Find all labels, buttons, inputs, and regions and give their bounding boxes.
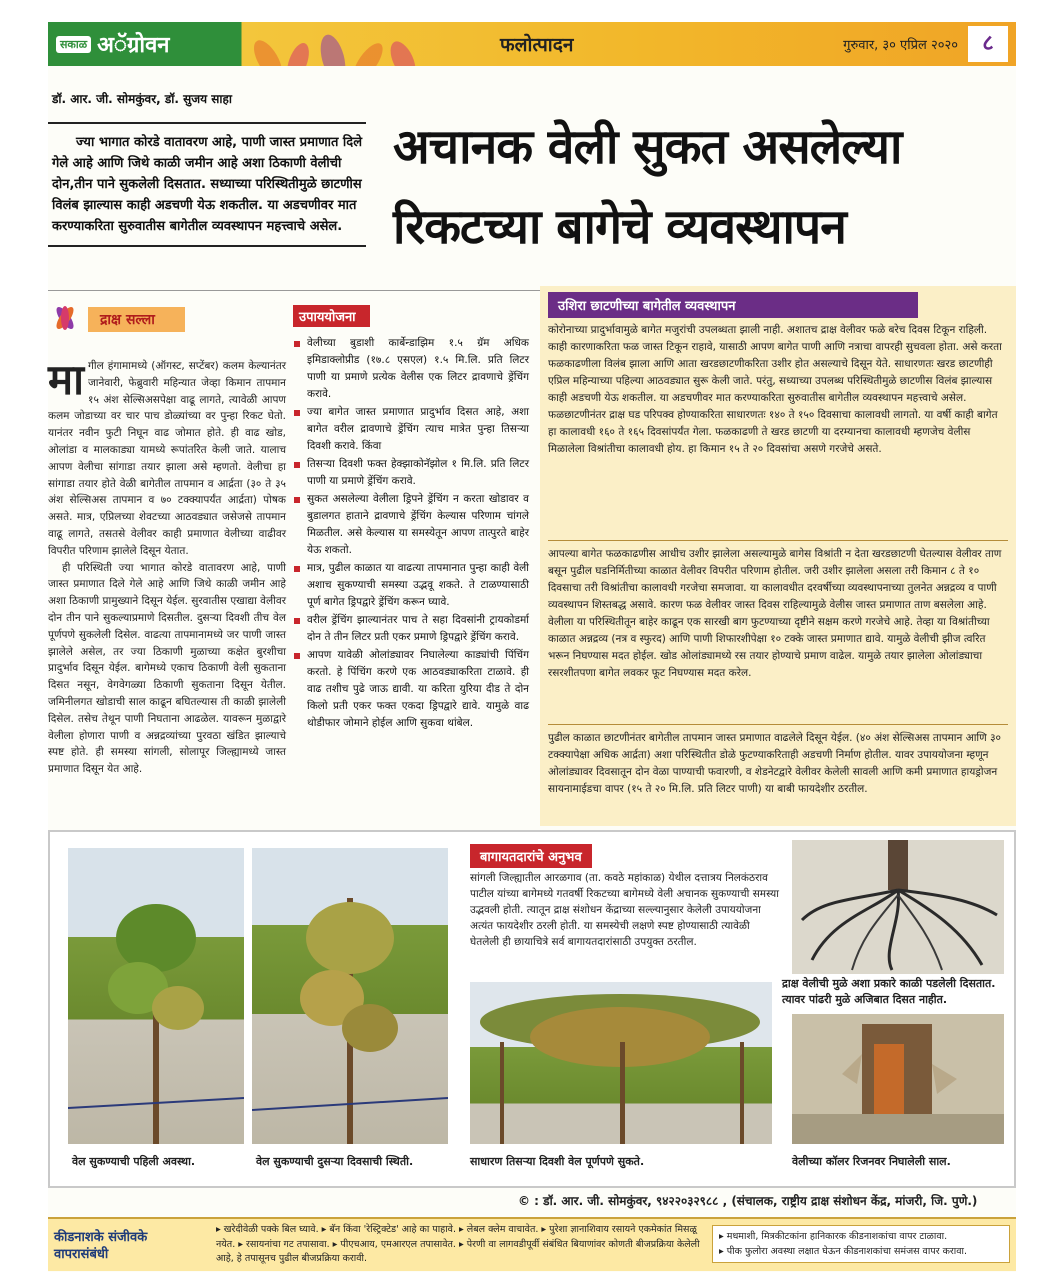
notice-rules: ▸ खरेदीवेळी पक्के बिल घ्यावे. ▸ बॅन किंवा 'रेस्ट्रिक्टेड' आहे का पाहावे. ▸ लेबल क्लेम वाचावेत. ▸ पुरेशा ज्ञानाशिवाय रसायने एकमेकांत मिसळू नयेत. ▸ रसायनांचा गट तपासावा. ▸ पीएचआय, एमआरएल तपासावेत. ▸ पेरणी वा लागवडीपूर्वी संबंधित बियाणांवर कोणती बीजप्रक्रिया केलेली आहे, हे तपासूनच पुढील बीजप्रक्रिया करावी.	[216, 1224, 700, 1265]
article-lead: ज्या भागात कोरडे वातावरण आहे, पाणी जास्त प्रमाणात दिले गेले आहे आणि जिथे काळी जमीन आहे अशा ठिकाणी वेलीची दोन,तीन पाने सुकलेली दिसतात. सध्याच्या परिस्थितीमुळे छाटणीस विलंब झाल्यास काही अडचणी येऊ शकतील. या अडचणीवर मात करण्याकरिता सुरुवातीस बागेतील व्यवस्थापन महत्त्वाचे असेल.	[48, 122, 366, 247]
upay-list	[293, 335, 529, 732]
decorative-petals-icon	[248, 22, 428, 66]
flower-icon	[48, 304, 82, 334]
vine-image	[470, 982, 772, 1144]
caption-roots: द्राक्ष वेलीची मुळे अशा प्रकारे काळी पडलेली दिसतात. त्यावर पांढरी मुळे अजिबात दिसत नाहीत.	[782, 977, 996, 1006]
upay-item: ज्या बागेत जास्त प्रमाणात प्रादुर्भाव दिसत आहे, अशा बागेत वरील द्रावणाचे ड्रेंचिंग त्याच मात्रेत पुन्हा तिसऱ्या दिवशी करावे. किंवा	[293, 404, 529, 455]
caption-fully-wilted: साधारण तिसऱ्या दिवशी वेल पूर्णपणे सुकते.	[470, 1155, 645, 1168]
article-authors: डॉ. आर. जी. सोमकुंवर, डॉ. सुजय साहा	[52, 92, 232, 106]
caption-collar: वेलीच्या कॉलर रिजनवर निघालेली साल.	[792, 1155, 951, 1168]
collar-image	[792, 1014, 1004, 1144]
photo-collar-bark	[792, 1014, 1004, 1144]
page-number: ८	[968, 26, 1008, 62]
draksha-salla-label: द्राक्ष सल्ला	[88, 307, 185, 332]
brand-logo	[48, 29, 238, 59]
upay-item: मात्र, पुढील काळात या वाढत्या तापमानात पुन्हा काही वेली अशाच सुकण्याची समस्या उद्भवू शकते. ते टाळण्यासाठी पूर्ण बागेत ड्रिपद्वारे ड्रेंचिंग करून घ्यावे.	[293, 560, 529, 611]
draksha-para-2: ही परिस्थिती ज्या भागात कोरडे वातावरण आहे, पाणी जास्त प्रमाणात दिले गेले आहे आणि जिथे काळी जमीन आहे अशा ठिकाणी प्रामुख्याने दिसून येईल. सुरवातीस एखाद्या वेलीवर दोन तीन पाने सुकल्याप्रमाणे दिसतील. दुसऱ्या दिवशी तीच वेल पूर्णपणे सुकलेली दिसेल. वाढत्या तापमानामध्ये जर पाणी जास्त झालेले असेल, तर ज्या ठिकाणी मुळाच्या कक्षेत बुरशीचा प्रादुर्भाव दिसून येईल. बागेमध्ये एकाच ठिकाणी वेली सुकताना दिसत नसून, वेगवेगळ्या ठिकाणी सुकताना दिसून येतील. जमिनीलगत खोडाची साल काढून बघितल्यास ती काळी झालेली दिसेल. तसेच तेथून पाणी निघताना आढळेल. यावरून मुळाद्वारे वेलीला होणारा पाणी व अन्नद्रव्यांच्या पुरवठा खंडित झाल्याचे स्पष्ट होते. ही समस्या सांगली, सोलापूर जिल्ह्यामध्ये जास्त प्रमाणात दिसून येत आहे.	[48, 561, 286, 776]
column-upay	[293, 305, 529, 733]
caption-first-stage: वेल सुकण्याची पहिली अवस्था.	[72, 1155, 196, 1168]
photo-fully-wilted	[470, 982, 772, 1144]
section-title: फलोत्पादन	[500, 34, 574, 56]
draksha-body	[48, 355, 286, 778]
roots-image	[792, 840, 1004, 974]
column-draksha-salla	[48, 302, 286, 778]
newspaper-page	[48, 22, 1016, 1272]
notice-side-item: ▸ मधमाशी, मित्रकीटकांना हानिकारक कीडनाशकांचा वापर टाळावा.	[719, 1231, 948, 1242]
issue-date: गुरुवार, ३० एप्रिल २०२०	[843, 38, 958, 53]
headline-line-1: अचानक वेली सुकत असलेल्या	[393, 119, 902, 175]
author-credit: © : डॉ. आर. जी. सोमकुंवर, ९४२२०३२९८८ , (संचालक, राष्ट्रीय द्राक्ष संशोधन केंद्र, मांजरी, जि. पुणे.)	[518, 1194, 978, 1208]
upay-item: वेलीच्या बुडाशी कार्बेन्डाझिम १.५ ग्रॅम अधिक इमिडाक्लोप्रीड (१७.८ एसएल) १.५ मि.लि. प्रति लिटर पाणी या प्रमाणे प्रत्येक वेलीस एक लिटर द्रावणाचे ड्रेंचिंग करावे.	[293, 335, 529, 403]
divider	[548, 724, 1008, 725]
late-para-3: पुढील काळात छाटणीनंतर बागेतील तापमान जास्त प्रमाणात वाढलेले दिसून येईल. (४० अंश सेल्सिअस तापमान आणि ३० टक्क्यापेक्षा अधिक आर्द्रता) अशा परिस्थितीत डोळे फुटण्याकरिताही अडचणी निर्माण होतील. यावर उपाययोजना म्हणून ओलांड्यावर दिवसातून दोन वेळा पाण्याची फवारणी, व शेडनेटद्वारे वेलीवर केलेली सावली आणि कमी प्रमाणात हायड्रोजन सायनामाईडचा वापर (१५ ते २० मि.लि. प्रति लिटर पाणी) या बाबी फायदेशीर ठरतील.	[548, 732, 1001, 795]
photo-wilting-first-stage	[68, 848, 244, 1144]
column-late-pruning	[540, 286, 1016, 826]
draksha-salla-tag	[48, 302, 286, 336]
vine-row-image	[252, 848, 448, 1144]
notice-title: कीडनाशके संजीवके वापरासंबंधी	[54, 1230, 148, 1262]
photo-band	[48, 830, 1016, 1188]
notice-side-box	[712, 1225, 1010, 1263]
notice-side-item: ▸ पीक फुलोरा अवस्था लक्षात घेऊन कीडनाशकांचा समंजस वापर करावा.	[719, 1246, 968, 1257]
upay-item: वरील ड्रेंचिंग झाल्यानंतर पाच ते सहा दिवसांनी ट्रायकोडर्मा दोन ते तीन लिटर प्रती एकर प्रमाणे ड्रिपद्वारे ड्रेंचिंग करावे.	[293, 612, 529, 646]
caption-second-day: वेल सुकण्याची दुसऱ्या दिवसाची स्थिती.	[256, 1155, 414, 1168]
brand-name: अॅग्रोवन	[97, 33, 170, 58]
experience-text: सांगली जिल्ह्यातील आरळगाव (ता. कवठे महांकाळ) येथील दत्तात्रय निलकंठराव पाटील यांच्या बागेमध्ये गतवर्षी रिकटच्या बागेमध्ये वेली अचानक सुकण्याची समस्या उद्भवली होती. त्यातून द्राक्ष संशोधन केंद्राच्या सल्ल्यानुसार केलेली उपाययोजना अत्यंत फायदेशीर ठरली होती. या समस्येची लक्षणे स्पष्ट होण्यासाठी त्यावेळी घेतलेली ही छायाचित्रे सर्व बागायतदारांसाठी उपयुक्त ठरतील.	[470, 872, 779, 948]
photo-wilting-second-day	[252, 848, 448, 1144]
pesticide-notice	[48, 1217, 1016, 1271]
late-para-2: आपल्या बागेत फळकाढणीस आधीच उशीर झालेला असल्यामुळे बागेस विश्रांती न देता खरडछाटणी घेतल्यास वेलीवर ताण बसून पुढील घडनिर्मितीच्या काळात वेलीवर विपरीत परिणाम होतील. जरी उशीर झालेला असला तरी किमान ८ ते १० दिवसाचा तरी विश्रांतीचा कालावधी गरजेचा समजावा. या कालावधीत दरवर्षीच्या व्यवस्थापनाच्या तुलनेत अन्नद्रव्य व पाणी व्यवस्थापन शिस्तबद्ध असावे. कारण फळ वेलीवर जास्त दिवस राहिल्यामुळे वेलीस जास्त प्रमाणात ताण बसलेला आहे. वेलीला या परिस्थितीतून बाहेर काढून एक सारखी बाग फुटण्याच्या दृष्टीने सक्षम करणे गरजेचे आहे. तेव्हा या विश्रांतीच्या काळात अन्नद्रव्य (नत्र व स्फुरद) आणि पाणी शिफारशीपेक्षा १० टक्के जास्त प्रमाणात द्यावे. यामुळे वेलीची झीज त्वरित भरून निघण्यास मदत होईल. खोड ओलांड्यामध्ये रस तयार होण्याचे प्रमाण वाढेल. यामुळे तयार झालेला ओलांड्याचा रसरशीतपणा बागेत लवकर फूट निघण्यास मदत करेल.	[548, 548, 1002, 679]
upay-item: आपण यावेळी ओलांड्यावर निघालेल्या काड्यांची पिंचिंग करतो. हे पिंचिंग करणे एक आठवड्याकरिता टाळावे. ही वाढ तशीच पुढे जाऊ द्यावी. या करिता युरिया दीड ते दोन किलो प्रती एकर फक्त एकदा ड्रिपद्वारे द्यावे. यामुळे वाढ थोडीफार जोमाने होईल आणि सुकवा थांबेल.	[293, 647, 529, 732]
article-headline	[393, 107, 1013, 267]
upay-item: सुकत असलेल्या वेलीला ड्रिपने ड्रेंचिंग न करता खोडावर व बुडालगत हाताने द्रावणाचे ड्रेंचिंग केल्यास परिणाम चांगले मिळतील. असे केल्यास या समस्येतून आपण तात्पुरते बाहेर येऊ शकतो.	[293, 491, 529, 559]
experience-tag: बागायतदारांचे अनुभव	[470, 844, 592, 868]
photo-black-roots	[792, 840, 1004, 974]
upay-item: तिसऱ्या दिवशी फक्त हेक्झाकोनॅझोल १ मि.लि. प्रति लिटर पाणी या प्रमाणे ड्रेंचिंग करावे.	[293, 456, 529, 490]
late-pruning-tag: उशिरा छाटणीच्या बागेतील व्यवस्थापन	[548, 292, 918, 318]
divider	[548, 540, 1008, 541]
draksha-para-1: गील हंगामामध्ये (ऑगस्ट, सप्टेंबर) कलम केल्यानंतर जानेवारी, फेब्रुवारी महिन्यात जेव्हा किमान तापमान १५ अंश सेल्सिअसपेक्षा वाढू लागते, त्यावेळी आपण कलम जोडाच्या वर चार पाच डोळ्यांच्या वर पुन्हा रिकट घेतो. यानंतर नवीन फुटी निघून वाढ जोमात होते. ही वाढ खोड, ओलांडा व मालकाड्या यामध्ये रूपांतरित केली जाते. यालाच आपण वेलीचा सांगाडा तयार झाला असे म्हणतो. वेलीचा हा सांगाडा तयार होते वेळी बागेतील तापमान व आर्द्रता (३० ते ३५ अंश सेल्सिअस तापमान व ७० टक्क्यापर्यंत आर्द्रता) पोषक असते. मात्र, एप्रिलच्या शेवटच्या आठवड्यात जसेजसे तापमान वाढू लागते, तसतसे वेलीवर काही प्रमाणात वेलीच्या वाढीवर विपरीत परिणाम झालेले दिसून येतात.	[48, 360, 286, 557]
dropcap: मा	[48, 355, 84, 404]
late-para-1: कोरोनाच्या प्रादुर्भावामुळे बागेत मजुरांची उपलब्धता झाली नाही. अशातच द्राक्ष वेलीवर फळे बरेच दिवस टिकून राहिली. काही कारणाकरिता फळ जास्त टिकून राहावे, यासाठी आपण बागेत पाणी आणि नत्राचा वापरही सुचवला होता. असे करता फळकाढणीला विलंब झाला आणि आता खरडछाटणीकरिता उशीर होत असल्याचे दिसून येते. साधारणतः खरड छाटणीही एप्रिल महिन्याच्या पहिल्या आठवड्यात सुरू केली जाते. परंतु, सध्याच्या उपलब्ध परिस्थितीमुळे छाटणीस विलंब झाल्यास काही अडचणी येऊ शकतील. या अडचणीवर मात करण्याकरिता सुरुवातीस बागेतील व्यवस्थापन महत्त्वाचे असेल. फळछाटणीनंतर द्राक्ष घड परिपक्व होण्याकरिता साधारणतः १४० ते १५० दिवसाचा कालावधी लागतो. या वर्षी काही बागेत हा कालावधी १६० ते १६५ दिवसांपर्यंत गेला. फळकाढणी ते खरड छाटणी या दरम्यानचा कालावधी म्हणजेच वेलीस मिळालेला विश्रांतीचा कालावधी होय. हा किमान १५ ते २० दिवसांचा असणे गरजेचे असते.	[548, 324, 1002, 455]
masthead	[48, 22, 1016, 66]
headline-line-2: रिकटच्या बागेचे व्यवस्थापन	[393, 199, 846, 255]
vine-row-image	[68, 848, 244, 1144]
brand-small: सकाळ	[56, 36, 91, 53]
upay-tag: उपाययोजना	[293, 305, 370, 327]
